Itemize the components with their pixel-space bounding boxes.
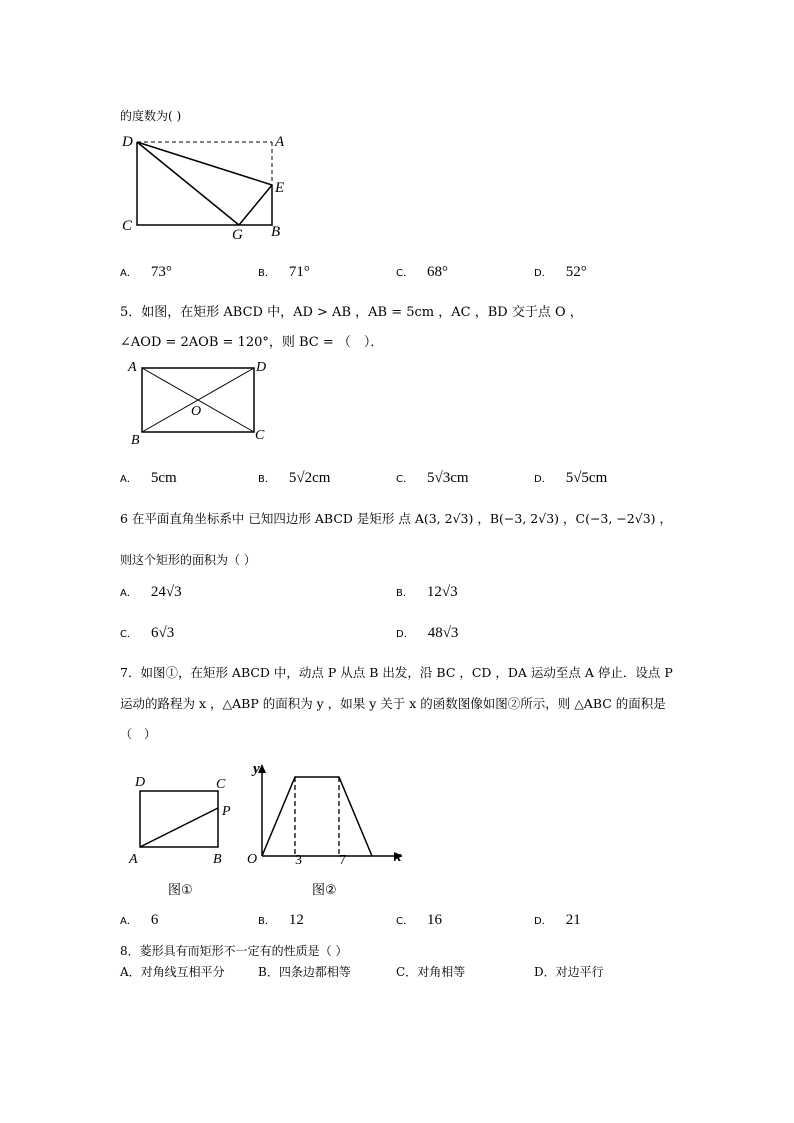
q6-option-d[interactable]: D． 48√3 xyxy=(396,625,459,641)
q4-option-d[interactable]: D． 52° xyxy=(534,264,587,280)
q4-stem-tail: 的度数为( ) xyxy=(120,109,182,123)
q6-stem-line2: 则这个矩形的面积为（ ） xyxy=(120,553,256,567)
q7-figure-2 xyxy=(243,755,413,900)
q4-label-b: B xyxy=(271,224,281,240)
q4-option-b[interactable]: B． 71° xyxy=(258,264,310,280)
q7-fig2-tick-7: 7 xyxy=(339,853,346,868)
q7-fig1-label-a: A xyxy=(129,852,138,867)
q8-stem: 8．菱形具有而矩形不一定有的性质是（ ） xyxy=(120,944,348,958)
q7-fig1-caption: 图① xyxy=(168,883,193,898)
q7-stem-line1: 7．如图①，在矩形 ABCD 中，动点 P 从点 B 出发，沿 BC ，CD ，DA 运动至点 A 停止．设点 P xyxy=(120,665,673,680)
q5-option-c[interactable]: C． 5√3cm xyxy=(396,470,469,486)
q5-figure xyxy=(125,356,275,448)
q5-label-b: B xyxy=(131,433,140,448)
q8-option-a[interactable]: A．对角线互相平分 xyxy=(120,965,225,979)
q4-line-ge xyxy=(239,185,272,225)
q4-label-g: G xyxy=(232,227,243,243)
q4-figure xyxy=(115,128,295,243)
q4-line-dg xyxy=(137,142,239,225)
q7-fig1-label-p: P xyxy=(222,804,231,819)
q4-line-de xyxy=(137,142,272,185)
q4-label-a: A xyxy=(275,134,285,150)
q6-option-c[interactable]: C． 6√3 xyxy=(120,625,175,641)
q4-label-e: E xyxy=(275,180,285,196)
q4-label-d: D xyxy=(122,134,133,150)
q5-stem-line1: 5．如图，在矩形 ABCD 中，AD > AB ，AB = 5cm ，AC ，BD 交于点 O ， xyxy=(120,305,583,320)
q7-fig1-label-d: D xyxy=(135,775,146,790)
q7-fig1-line-ap xyxy=(140,808,218,847)
q7-figure-1 xyxy=(125,770,240,900)
q7-fig2-graph-line xyxy=(262,777,372,856)
q5-option-b[interactable]: B． 5√2cm xyxy=(258,470,331,486)
q7-stem-line2: 运动的路程为 x ，△ABP 的面积为 y ，如果 y 关于 x 的函数图像如图②所示，则 △ABC 的面积是 xyxy=(120,696,666,711)
q7-option-d[interactable]: D． 21 xyxy=(534,912,581,928)
q8-option-d[interactable]: D．对边平行 xyxy=(534,965,604,979)
q8-option-b[interactable]: B．四条边都相等 xyxy=(258,965,351,979)
q4-label-c: C xyxy=(122,218,133,234)
q7-fig2-plot xyxy=(262,777,372,856)
q5-stem-line2: ∠AOD = 2AOB = 120°，则 BC = （ ）． xyxy=(120,335,384,350)
q5-option-d[interactable]: D． 5√5cm xyxy=(534,470,608,486)
q5-label-d: D xyxy=(256,360,267,375)
q4-rect-sides xyxy=(137,142,272,225)
q7-fig1-label-b: B xyxy=(213,852,222,867)
q5-option-a[interactable]: A． 5cm xyxy=(120,470,177,486)
q6-stem-line1: 6 在平面直角坐标系中 已知四边形 ABCD 是矩形 点 A(3, 2√3) ，B(−3, 2√3) ，C(−3, −2√3) ， xyxy=(120,511,673,526)
q7-fig1-rectangle xyxy=(140,791,218,847)
q7-fig2-caption: 图② xyxy=(312,883,337,898)
q5-label-c: C xyxy=(255,428,265,443)
q5-label-a: A xyxy=(128,360,137,375)
q7-fig1-label-c: C xyxy=(216,777,226,792)
q7-option-b[interactable]: B． 12 xyxy=(258,912,304,928)
q4-option-a[interactable]: A． 73° xyxy=(120,264,172,280)
q6-option-b[interactable]: B． 12√3 xyxy=(396,584,458,600)
q7-fig2-tick-3: 3 xyxy=(295,853,302,868)
q7-fig2-label-o: O xyxy=(247,852,258,867)
q7-option-c[interactable]: C． 16 xyxy=(396,912,442,928)
q5-label-o: O xyxy=(191,404,202,419)
q6-option-a[interactable]: A． 24√3 xyxy=(120,584,182,600)
q4-option-c[interactable]: C． 68° xyxy=(396,264,448,280)
q8-option-c[interactable]: C．对角相等 xyxy=(396,965,466,979)
q7-stem-line3: （ ） xyxy=(120,727,157,741)
q7-fig2-label-x: x xyxy=(394,849,402,865)
q7-option-a[interactable]: A． 6 xyxy=(120,912,159,928)
q7-fig2-label-y: y xyxy=(253,761,260,777)
